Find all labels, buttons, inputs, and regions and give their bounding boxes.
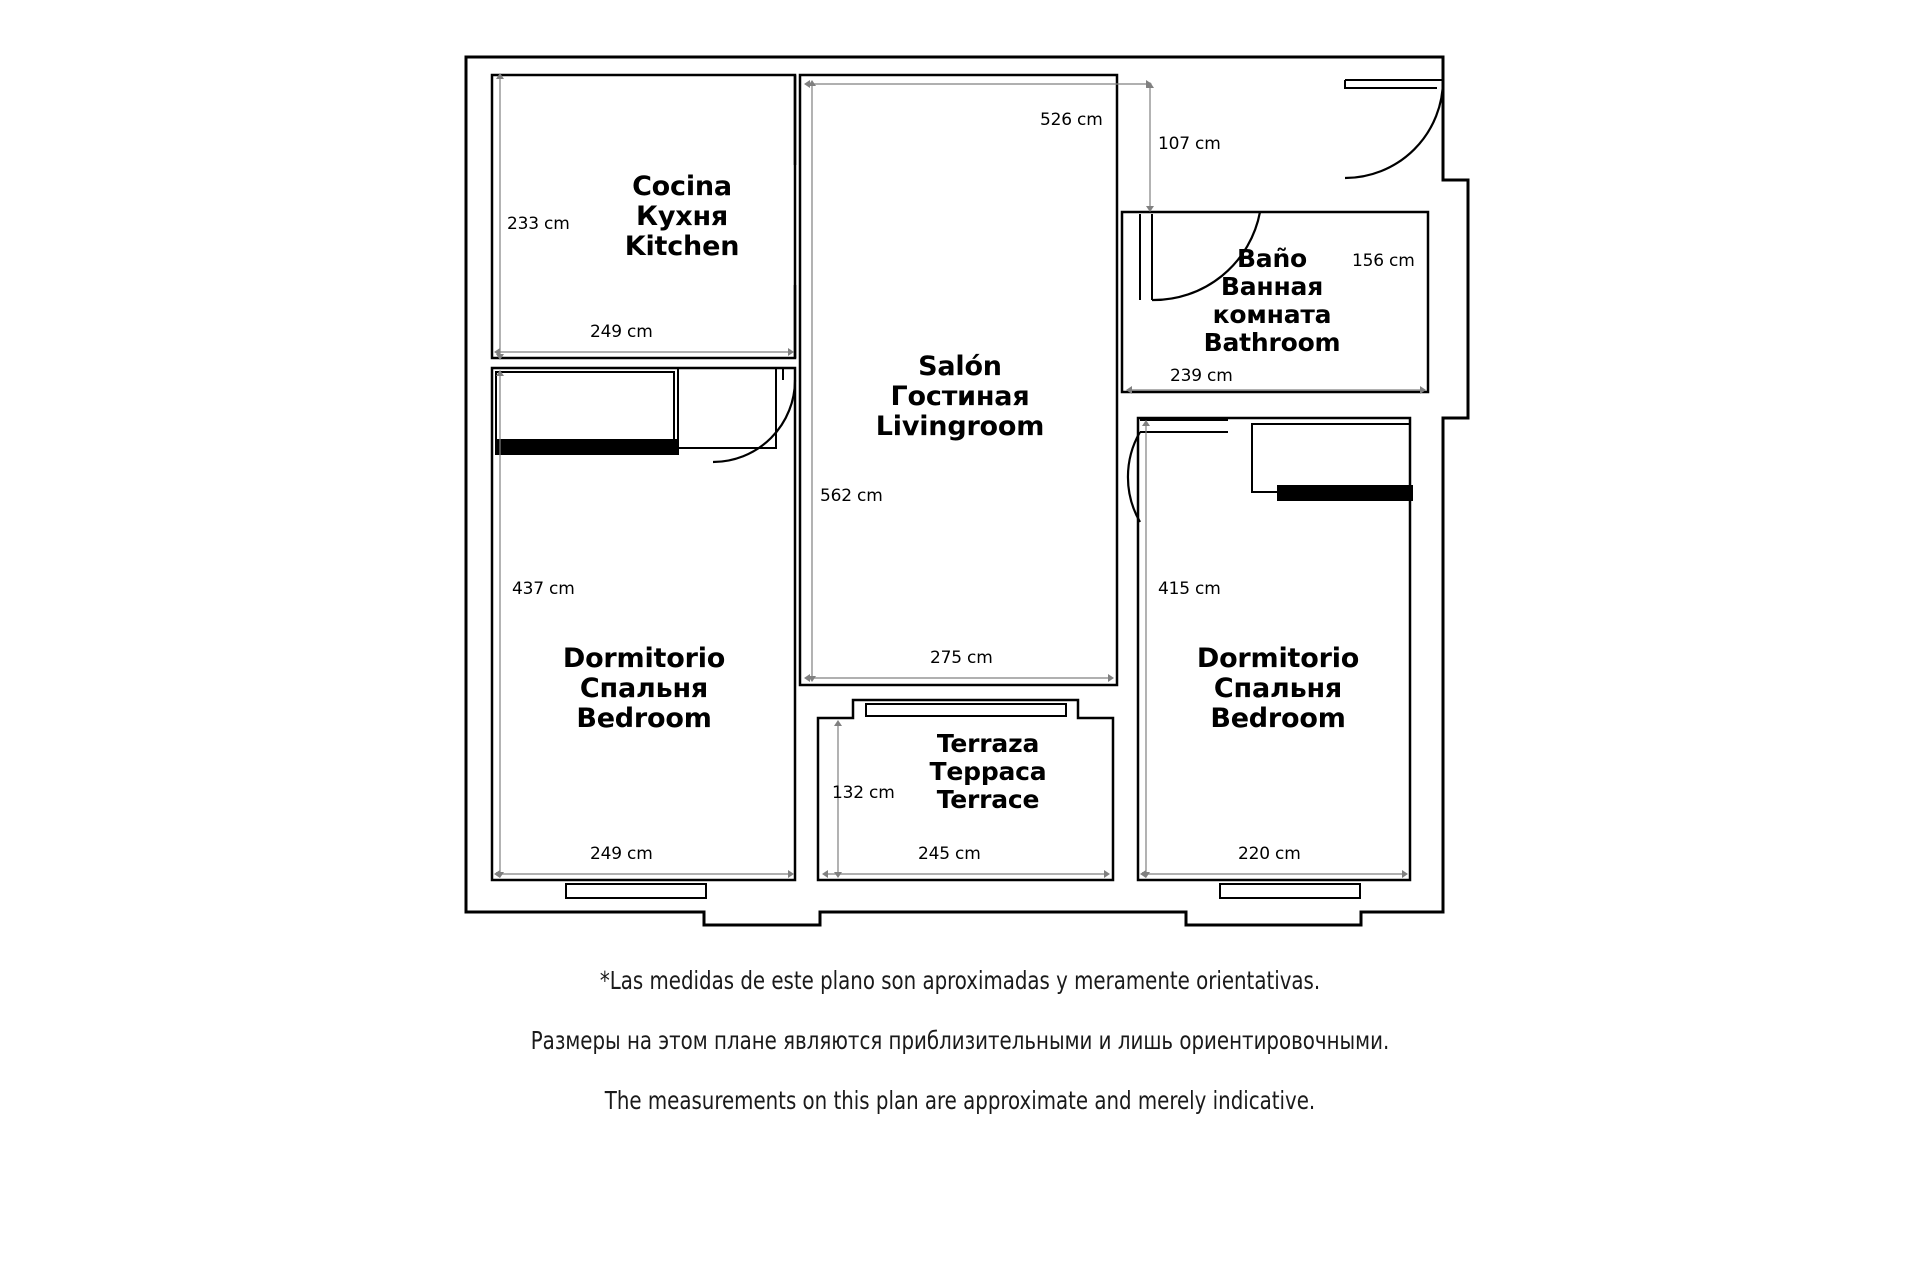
bathroom-name-ru-1: Ванная	[1220, 272, 1324, 301]
room-label-kitchen	[582, 172, 782, 263]
livingroom-name-es: Salón	[918, 351, 1002, 382]
footer-note-ru: Размеры на этом плане являются приблизительными и лишь ориентировочными.	[530, 1026, 1390, 1055]
dim-bath-width: 239 cm	[1170, 366, 1233, 386]
bedroom-right-name-ru: Спальня	[1213, 673, 1343, 705]
livingroom-name-ru: Гостиная	[890, 381, 1030, 413]
dim-bedroom-left-height: 437 cm	[512, 579, 575, 599]
dim-kitchen-width: 249 cm	[590, 322, 653, 342]
bedroom-left-name-ru: Спальня	[579, 673, 709, 705]
dim-kitchen-height: 233 cm	[507, 214, 570, 234]
dim-bedroom-right-width: 220 cm	[1238, 844, 1301, 864]
bedroom-left-name-en: Bedroom	[576, 703, 712, 735]
dim-bedroom-right-height: 415 cm	[1158, 579, 1221, 599]
dim-terrace-width: 245 cm	[918, 844, 981, 864]
bathroom-name-ru-2: комната	[1212, 300, 1332, 329]
terrace-name-es: Terraza	[936, 729, 1040, 758]
bathroom-name-en: Bathroom	[1203, 328, 1341, 357]
terrace-name-en: Terrace	[936, 785, 1040, 814]
footer-note-en: The measurements on this plan are approximate and merely indicative.	[604, 1086, 1316, 1115]
kitchen-name-es: Cocina	[632, 171, 732, 202]
livingroom-name-en: Livingroom	[875, 411, 1045, 443]
dim-living-width: 275 cm	[930, 648, 993, 668]
bedroom-right-name-en: Bedroom	[1210, 703, 1346, 735]
room-label-livingroom	[860, 352, 1060, 443]
dim-living-top: 526 cm	[1040, 110, 1103, 130]
dim-living-height: 562 cm	[820, 486, 883, 506]
footer-note-es: *Las medidas de este plano son aproximadas y meramente orientativas.	[599, 966, 1321, 995]
dim-bath-height: 156 cm	[1352, 251, 1415, 271]
room-label-bedroom-left	[538, 644, 750, 735]
bedroom-right-name-es: Dormitorio	[1196, 643, 1360, 674]
dim-bedroom-left-width: 249 cm	[590, 844, 653, 864]
bedroom-left-name-es: Dormitorio	[562, 643, 726, 674]
bathroom-name-es: Baño	[1236, 244, 1308, 273]
terrace-name-ru: Терраса	[929, 757, 1047, 786]
kitchen-name-ru: Кухня	[635, 201, 729, 233]
room-label-bedroom-right	[1172, 644, 1384, 735]
room-label-bathroom	[1182, 245, 1362, 357]
room-label-terrace	[888, 730, 1088, 814]
dim-bath-offset: 107 cm	[1158, 134, 1221, 154]
dim-terrace-height: 132 cm	[832, 783, 895, 803]
kitchen-name-en: Kitchen	[624, 231, 740, 263]
